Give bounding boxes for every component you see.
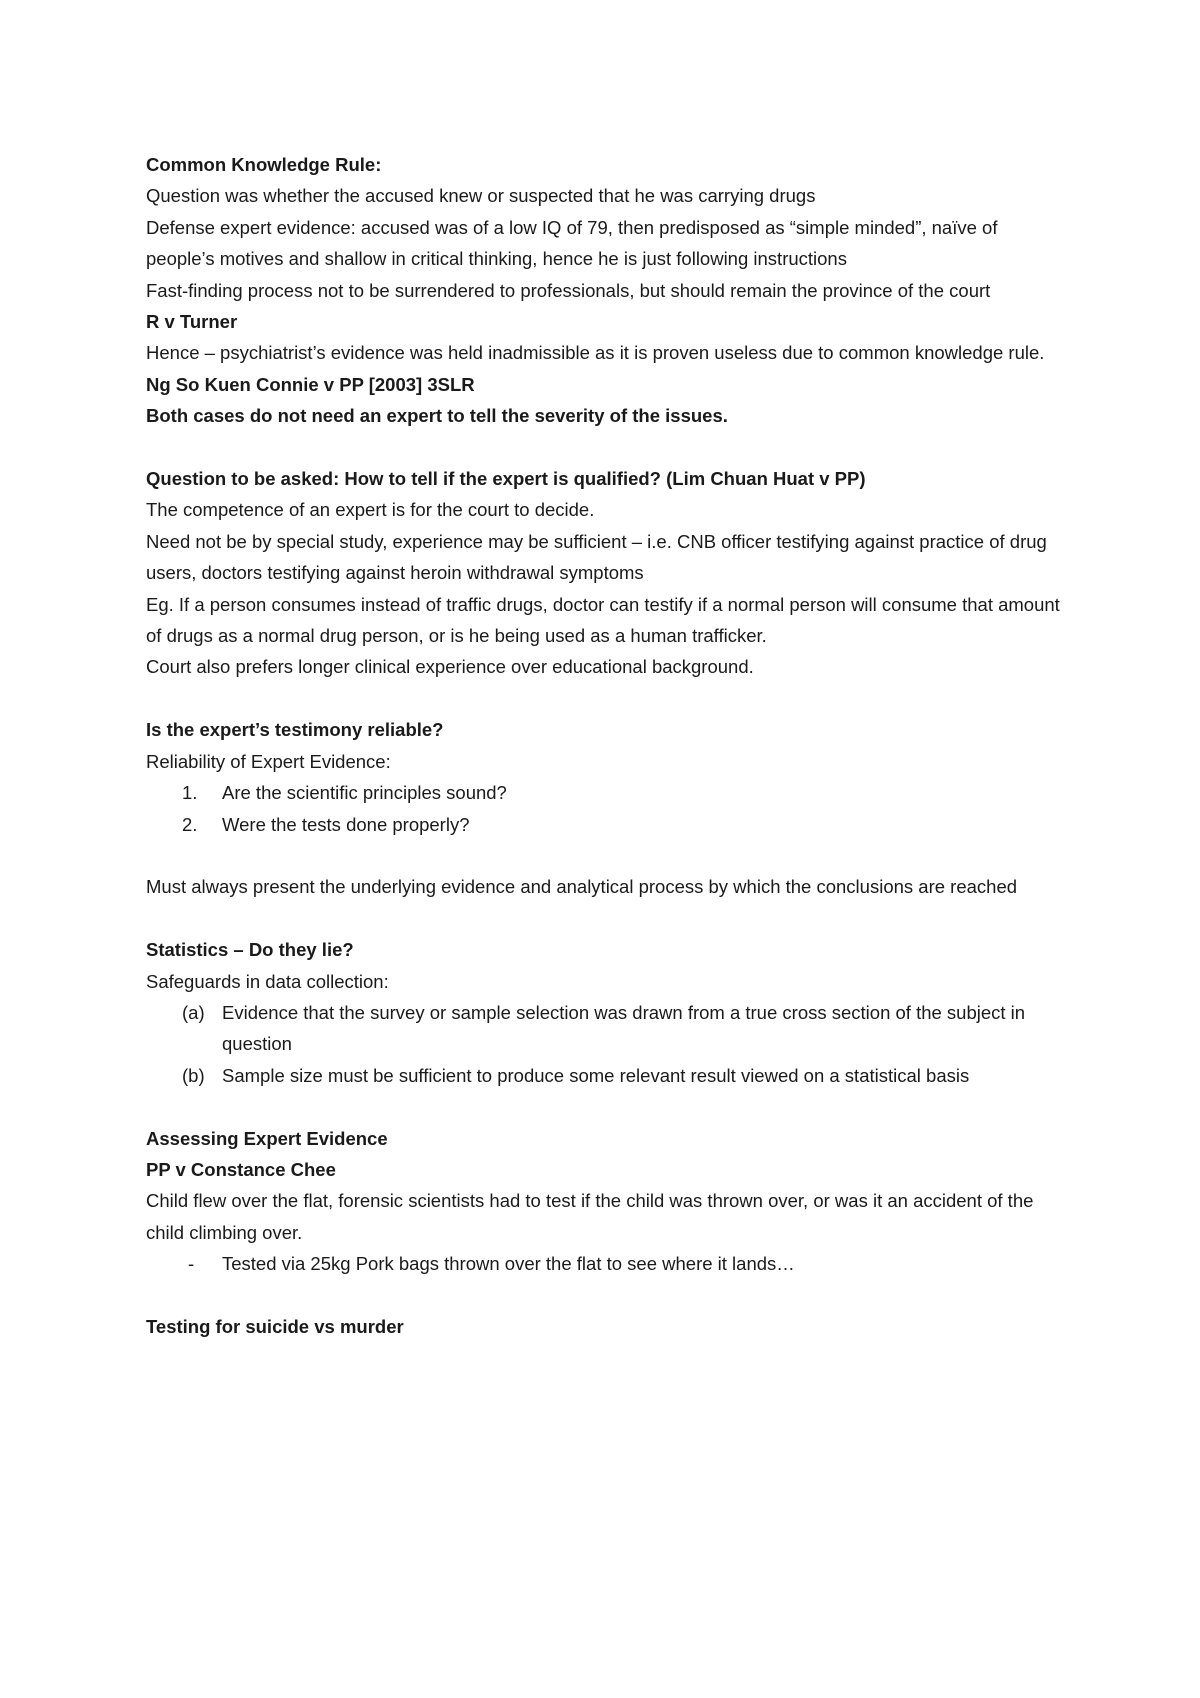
paragraph: Child flew over the flat, forensic scientists had to test if the child was thrown over, or was it an accident of the child climbing over. [146, 1190, 1034, 1243]
bullet-item [188, 1248, 1066, 1279]
spacer [146, 903, 1066, 934]
list-letter: (b) [182, 1064, 205, 1086]
case-name: R v Turner [146, 311, 238, 333]
list-item-text: Evidence that the survey or sample selection was drawn from a true cross section of the subject in question [222, 1001, 1026, 1055]
paragraph: Need not be by special study, experience may be sufficient – i.e. CNB officer testifying against practice of drug users, doctors testifying against heroin withdrawal symptoms [146, 530, 1047, 584]
section-heading-reliability: Is the expert’s testimony reliable? [146, 719, 444, 741]
section-heading-suicide-murder: Testing for suicide vs murder [146, 1315, 404, 1337]
section-heading-statistics: Statistics – Do they lie? [146, 939, 354, 961]
subheading: Safeguards in data collection: [146, 970, 389, 992]
paragraph: Court also prefers longer clinical experience over educational background. [146, 656, 754, 678]
document-body [146, 149, 1066, 1342]
paragraph: Must always present the underlying evidence and analytical process by which the conclusions are reached [146, 876, 1018, 898]
section-heading-qualified-expert: Question to be asked: How to tell if the expert is qualified? (Lim Chuan Huat v PP) [146, 468, 866, 490]
case-name: Ng So Kuen Connie v PP [2003] 3SLR [146, 373, 475, 395]
list-number: 2. [182, 813, 198, 835]
spacer [146, 1091, 1066, 1122]
paragraph: Question was whether the accused knew or suspected that he was carrying drugs [146, 185, 816, 207]
list-item [182, 809, 1066, 840]
spacer [146, 1280, 1066, 1311]
subheading: Reliability of Expert Evidence: [146, 750, 391, 772]
list-item [182, 997, 1066, 1060]
list-item [182, 1060, 1066, 1091]
bullet-item-text: Tested via 25kg Pork bags thrown over the flat to see where it lands… [222, 1253, 795, 1275]
spacer [146, 432, 1066, 463]
paragraph: Hence – psychiatrist’s evidence was held inadmissible as it is proven useless due to common knowledge rule. [146, 342, 1045, 364]
dash-bullet: - [188, 1253, 195, 1275]
paragraph: Defense expert evidence: accused was of a low IQ of 79, then predisposed as “simple minded”, naïve of people’s motives and shallow in critical thinking, hence he is just following instructions [146, 216, 998, 270]
spacer [146, 683, 1066, 714]
list-item-text: Were the tests done properly? [222, 813, 470, 835]
list-letter: (a) [182, 1001, 205, 1023]
section-heading-assessing: Assessing Expert Evidence [146, 1127, 388, 1149]
section-heading-common-knowledge: Common Knowledge Rule: [146, 154, 382, 175]
list-item-text: Sample size must be sufficient to produce some relevant result viewed on a statistical basis [222, 1064, 970, 1086]
paragraph: The competence of an expert is for the court to decide. [146, 499, 595, 521]
bold-note: Both cases do not need an expert to tell the severity of the issues. [146, 405, 728, 427]
paragraph: Fast-finding process not to be surrendered to professionals, but should remain the province of the court [146, 279, 991, 301]
list-item-text: Are the scientific principles sound? [222, 782, 507, 804]
paragraph: Eg. If a person consumes instead of traffic drugs, doctor can testify if a normal person will consume that amount of drugs as a normal drug person, or is he being used as a human trafficker. [146, 593, 1060, 647]
case-name: PP v Constance Chee [146, 1158, 336, 1180]
spacer [146, 840, 1066, 871]
list-item [182, 777, 1066, 808]
list-number: 1. [182, 782, 198, 804]
